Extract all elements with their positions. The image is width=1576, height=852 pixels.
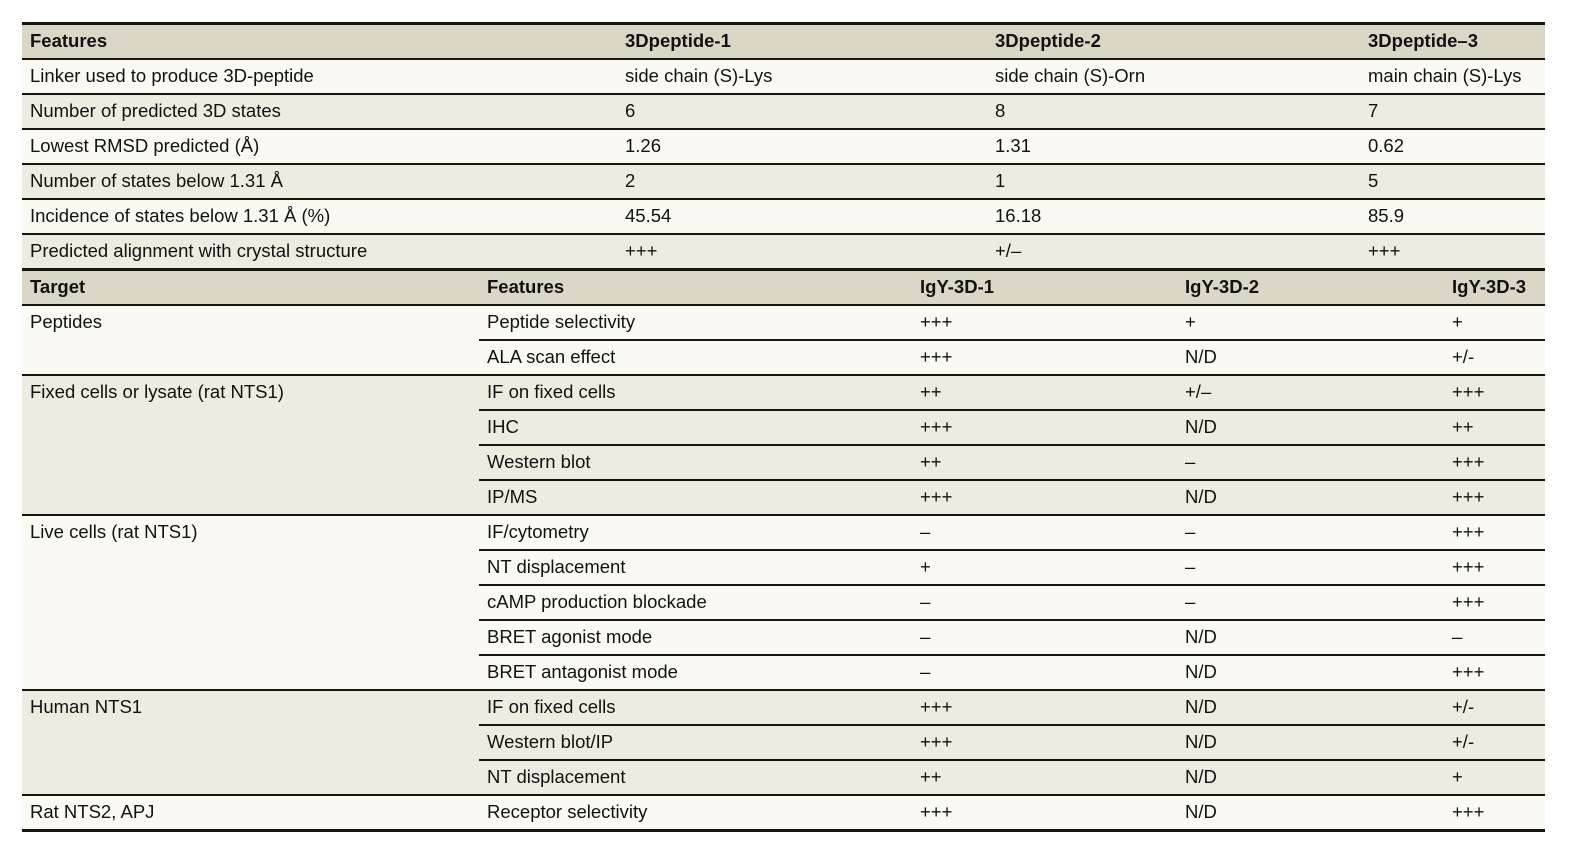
value-cell: ++ [1444,410,1545,445]
value-cell: ++ [912,445,1177,480]
value-cell: 8 [987,94,1360,129]
value-cell: +++ [1444,795,1545,831]
target-cell: Human NTS1 [22,690,479,795]
feature-cell: IF/cytometry [479,515,912,550]
value-cell: +++ [1444,655,1545,690]
value-cell: +/– [987,234,1360,268]
feature-cell: NT displacement [479,760,912,795]
value-cell: N/D [1177,410,1444,445]
value-cell: +++ [1444,585,1545,620]
table-row [22,199,1545,234]
feature-cell: Receptor selectivity [479,795,912,831]
value-cell: N/D [1177,795,1444,831]
column-header: IgY-3D-1 [912,270,1177,306]
feature-cell: IHC [479,410,912,445]
value-cell: side chain (S)-Orn [987,59,1360,94]
comparison-tables [22,22,1545,832]
value-cell: +++ [1444,550,1545,585]
value-cell: +++ [617,234,987,268]
value-cell: +++ [1444,480,1545,515]
value-cell: – [1444,620,1545,655]
feature-cell: Western blot [479,445,912,480]
value-cell: – [912,585,1177,620]
table-row [22,795,1545,831]
value-cell: + [1444,760,1545,795]
value-cell: – [1177,585,1444,620]
value-cell: +++ [1444,445,1545,480]
table-row [22,690,1545,725]
value-cell: 16.18 [987,199,1360,234]
value-cell: +++ [912,690,1177,725]
value-cell: +/- [1444,340,1545,375]
value-cell: N/D [1177,690,1444,725]
value-cell: 45.54 [617,199,987,234]
value-cell: +/- [1444,725,1545,760]
value-cell: 1.31 [987,129,1360,164]
feature-cell: IP/MS [479,480,912,515]
value-cell: 6 [617,94,987,129]
peptide-table-body [22,59,1545,268]
value-cell: side chain (S)-Lys [617,59,987,94]
value-cell: +/- [1444,690,1545,725]
column-header: Target [22,270,479,306]
value-cell: N/D [1177,480,1444,515]
value-cell: +++ [912,795,1177,831]
value-cell: 5 [1360,164,1545,199]
table-row [22,375,1545,410]
value-cell: N/D [1177,655,1444,690]
value-cell: – [1177,550,1444,585]
table-row [22,164,1545,199]
feature-cell: Incidence of states below 1.31 Å (%) [22,199,617,234]
column-header: 3Dpeptide–3 [1360,24,1545,60]
table-row [22,515,1545,550]
feature-cell: BRET antagonist mode [479,655,912,690]
feature-cell: Number of predicted 3D states [22,94,617,129]
value-cell: N/D [1177,725,1444,760]
value-cell: +++ [912,480,1177,515]
feature-cell: Western blot/IP [479,725,912,760]
table-row [22,305,1545,340]
value-cell: +++ [1444,375,1545,410]
feature-cell: Linker used to produce 3D-peptide [22,59,617,94]
value-cell: +/– [1177,375,1444,410]
value-cell: – [912,620,1177,655]
value-cell: +++ [912,305,1177,340]
column-header: 3Dpeptide-2 [987,24,1360,60]
igy-table-header-row [22,270,1545,306]
value-cell: – [912,655,1177,690]
column-header: 3Dpeptide-1 [617,24,987,60]
target-cell: Fixed cells or lysate (rat NTS1) [22,375,479,515]
column-header: IgY-3D-3 [1444,270,1545,306]
feature-cell: Predicted alignment with crystal structure [22,234,617,268]
value-cell: – [1177,515,1444,550]
peptide-features-table [22,22,1545,268]
feature-cell: cAMP production blockade [479,585,912,620]
value-cell: +++ [912,410,1177,445]
table-row [22,94,1545,129]
target-cell: Live cells (rat NTS1) [22,515,479,690]
value-cell: N/D [1177,340,1444,375]
feature-cell: ALA scan effect [479,340,912,375]
value-cell: 1.26 [617,129,987,164]
feature-cell: NT displacement [479,550,912,585]
value-cell: main chain (S)-Lys [1360,59,1545,94]
value-cell: 2 [617,164,987,199]
value-cell: – [912,515,1177,550]
table-row [22,234,1545,268]
value-cell: – [1177,445,1444,480]
value-cell: ++ [912,760,1177,795]
value-cell: +++ [912,725,1177,760]
value-cell: +++ [1360,234,1545,268]
target-cell: Rat NTS2, APJ [22,795,479,831]
value-cell: ++ [912,375,1177,410]
feature-cell: IF on fixed cells [479,690,912,725]
value-cell: +++ [1444,515,1545,550]
value-cell: N/D [1177,620,1444,655]
igy-characterization-table [22,268,1545,832]
value-cell: + [1444,305,1545,340]
value-cell: +++ [912,340,1177,375]
value-cell: 0.62 [1360,129,1545,164]
value-cell: 1 [987,164,1360,199]
value-cell: + [912,550,1177,585]
feature-cell: Number of states below 1.31 Å [22,164,617,199]
table-row [22,129,1545,164]
feature-cell: Lowest RMSD predicted (Å) [22,129,617,164]
igy-table-body [22,305,1545,831]
feature-cell: IF on fixed cells [479,375,912,410]
target-cell: Peptides [22,305,479,375]
column-header: Features [22,24,617,60]
value-cell: + [1177,305,1444,340]
column-header: Features [479,270,912,306]
feature-cell: Peptide selectivity [479,305,912,340]
column-header: IgY-3D-2 [1177,270,1444,306]
value-cell: N/D [1177,760,1444,795]
value-cell: 85.9 [1360,199,1545,234]
peptide-table-header-row [22,24,1545,60]
table-row [22,59,1545,94]
value-cell: 7 [1360,94,1545,129]
feature-cell: BRET agonist mode [479,620,912,655]
